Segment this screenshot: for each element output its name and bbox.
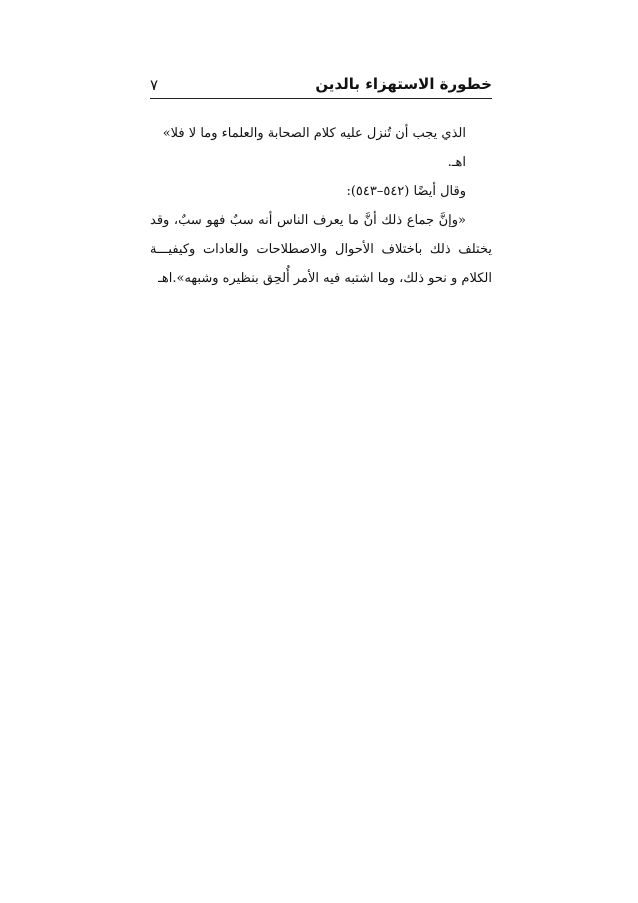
paragraph-citation-intro: وقال أيضًا (٥٤٢–٥٤٣): [346, 184, 466, 199]
paragraph-closing-quote: الذي يجب أن تُنزل عليه كلام الصحابة والعلماء وما لا فلا» اهـ. [162, 126, 466, 170]
page-header [150, 74, 492, 98]
paragraph-quotation: «وإنَّ جماع ذلك أنَّ ما يعرف الناس أنه سبٌ فهو سبٌ، وقد يختلف ذلك باختلاف الأحوال والاصطلاحات والعادات وكيفيـــة الكلام و نحو ذلك، وما اشتبه فيه الأمر أُلحِق بنظيره وشبهه».اهـ [150, 213, 492, 286]
body-text [150, 119, 492, 293]
page-number: ٧ [150, 76, 159, 94]
running-title: خطورة الاستهزاء بالدين [315, 75, 492, 93]
header-divider [150, 98, 492, 99]
